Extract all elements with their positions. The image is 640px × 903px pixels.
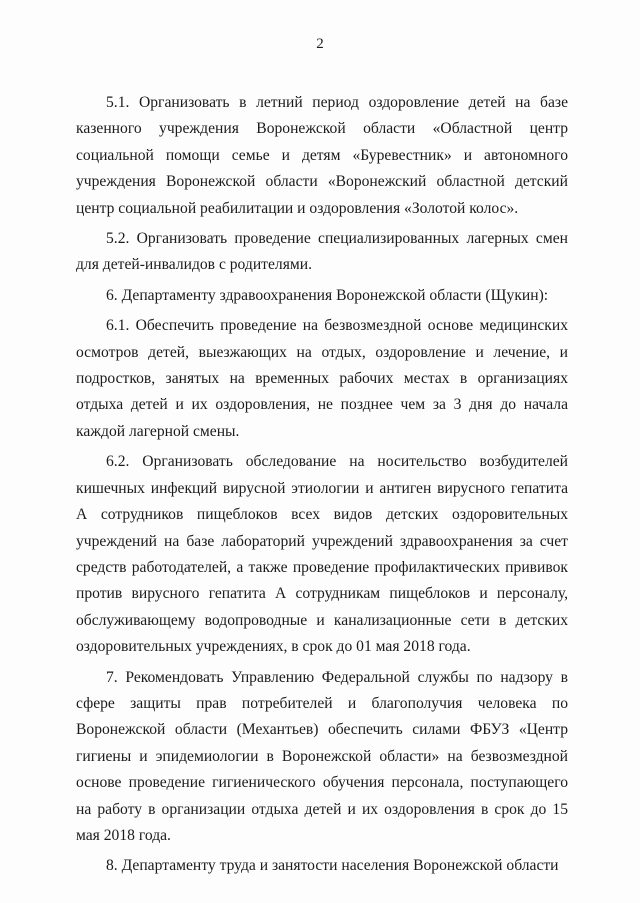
paragraph-8: 8. Департаменту труда и занятости населения Воронежской области [106, 857, 559, 875]
paragraph-7: 7. Рекомендовать Управлению Федеральной службы по надзору в сфере защиты прав потребителей и благополучия человека по Воронежской области (Механтьев) обеспечить силами ФБУЗ «Центр гигиены и эпидемиологии в Воронежской области» на безвозмездной основе проведение гигиенического обучения персонала, поступающего на работу в организации отдыха детей и их оздоровления в срок до 15 мая 2018 года. [76, 668, 568, 844]
paragraph-6-2: 6.2. Организовать обследование на носительство возбудителей кишечных инфекций вирусной этиологии и антиген вирусного гепатита А сотрудников пищеблоков всех видов детских оздоровительных учреждений на базе лабораторий учреждений здравоохранения за счет средств работодателей, а также проведение профилактических прививок против вирусного гепатита А сотрудникам пищеблоков и персоналу, обслуживающему водопроводные и канализационные сети в детских оздоровительных учреждениях, в срок до 01 мая 2018 года. [76, 453, 568, 656]
paragraph-5-1: 5.1. Организовать в летний период оздоровление детей на базе казенного учреждения Воронежской области «Областной центр социальной помощи семье и детям «Буревестник» и автономного учреждения Воронежской области «Воронежский областной детский центр социальной реабилитации и оздоровления «Золотой колос». [76, 94, 568, 217]
document-body [76, 90, 568, 880]
paragraph-6: 6. Департаменту здравоохранения Воронежской области (Щукин): [106, 286, 549, 304]
paragraph-6-1: 6.1. Обеспечить проведение на безвозмездной основе медицинских осмотров детей, выезжающих на отдых, оздоровление и лечение, и подростков, занятых на временных рабочих местах в организациях отдыха детей и их оздоровления, не позднее чем за 3 дня до начала каждой лагерной смены. [76, 317, 568, 440]
page-number: 2 [316, 36, 324, 52]
paragraph-5-2: 5.2. Организовать проведение специализированных лагерных смен для детей-инвалидов с родителями. [76, 230, 568, 274]
